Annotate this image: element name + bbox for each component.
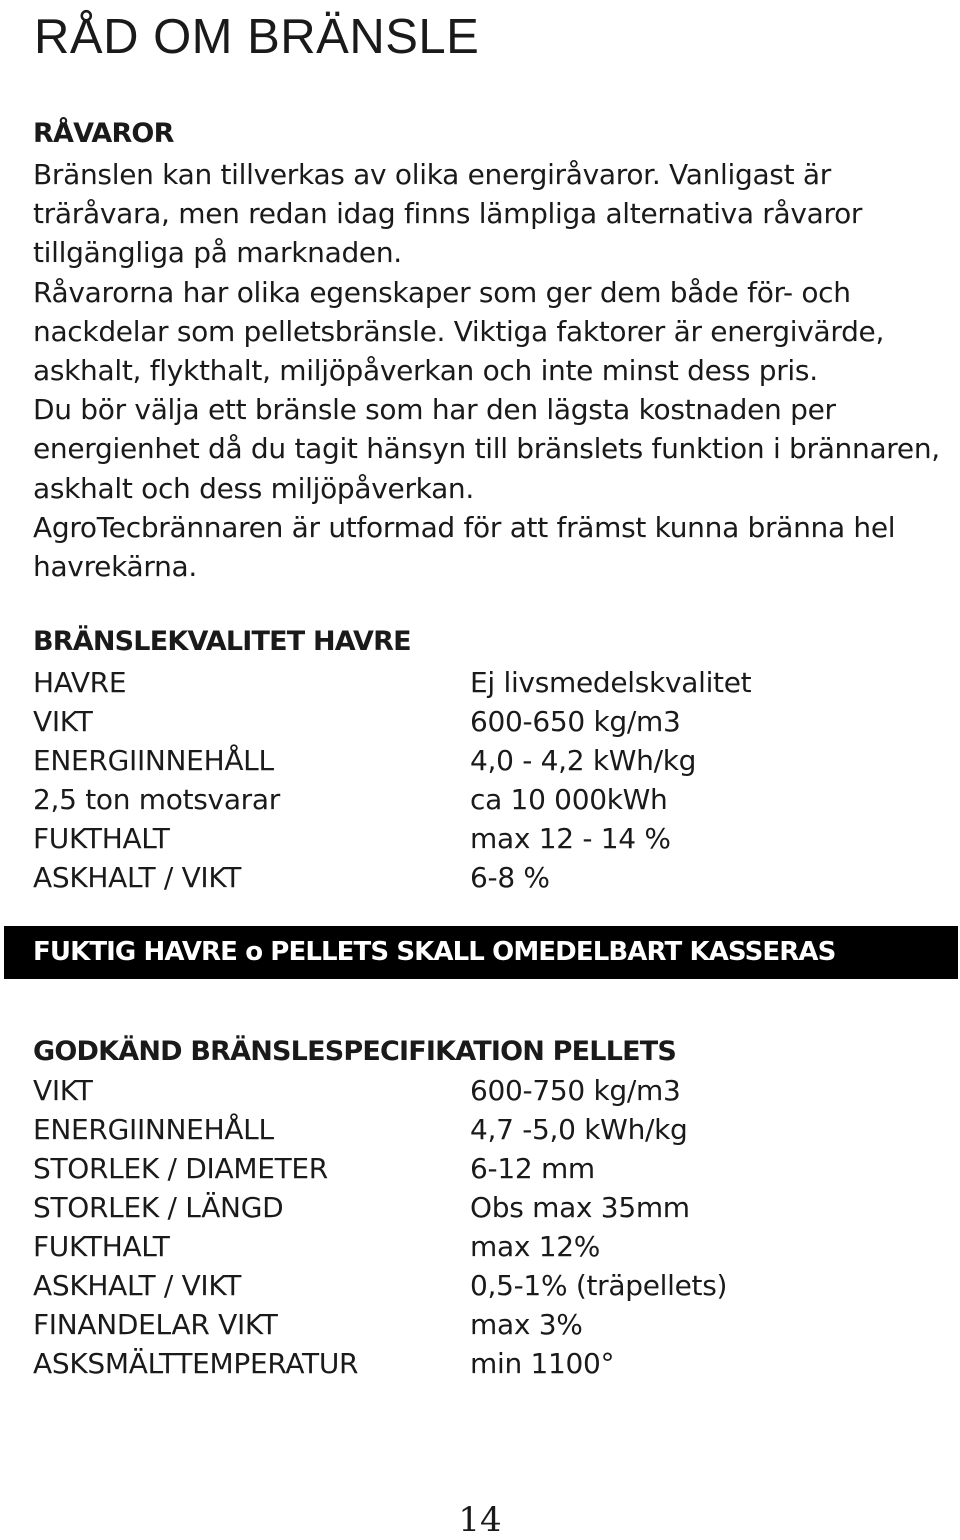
spec-label: 2,5 ton motsvarar	[33, 783, 280, 816]
spec-value: 600-750 kg/m3	[470, 1074, 681, 1107]
paragraph: AgroTecbrännaren är utformad för att främst kunna bränna hel havrekärna.	[33, 510, 896, 584]
spec-value: 600-650 kg/m3	[470, 705, 681, 738]
table-row	[33, 1305, 727, 1344]
spec-value: 0,5-1% (träpellets)	[470, 1269, 728, 1302]
table-row	[33, 1149, 727, 1188]
spec-label: FUKTHALT	[33, 1230, 170, 1263]
oats-quality-heading: BRÄNSLEKVALITET HAVRE	[33, 626, 411, 657]
spec-value: 6-12 mm	[470, 1152, 595, 1185]
raw-materials-text	[33, 155, 948, 586]
page-title: RÅD OM BRÄNSLE	[34, 10, 480, 64]
spec-value: 4,7 -5,0 kWh/kg	[470, 1113, 688, 1146]
table-row	[33, 780, 751, 819]
pellets-spec-heading: GODKÄND BRÄNSLESPECIFIKATION PELLETS	[33, 1036, 677, 1067]
table-row	[33, 663, 751, 702]
paragraph: Råvarorna har olika egenskaper som ger dem både för- och nackdelar som pelletsbränsle. Viktiga faktorer är energivärde, askhalt, flykthalt, miljöpåverkan och inte minst dess pris.	[33, 275, 885, 388]
spec-value: max 3%	[470, 1308, 583, 1341]
spec-label: ASKHALT / VIKT	[33, 1269, 242, 1302]
table-row	[33, 741, 751, 780]
table-row	[33, 1266, 727, 1305]
spec-label: VIKT	[33, 705, 93, 738]
spec-label: ASKHALT / VIKT	[33, 861, 242, 894]
spec-label: STORLEK / LÄNGD	[33, 1191, 284, 1224]
table-row	[33, 1188, 727, 1227]
table-row	[33, 1110, 727, 1149]
spec-label: STORLEK / DIAMETER	[33, 1152, 328, 1185]
spec-value: ca 10 000kWh	[470, 783, 668, 816]
spec-label: ENERGIINNEHÅLL	[33, 1113, 274, 1146]
spec-label: VIKT	[33, 1074, 93, 1107]
raw-materials-heading: RÅVAROR	[33, 118, 174, 149]
warning-banner: FUKTIG HAVRE o PELLETS SKALL OMEDELBART KASSERAS	[4, 926, 958, 979]
paragraph: Bränslen kan tillverkas av olika energiråvaror. Vanligast är träråvara, men redan idag finns lämpliga alternativa råvaror tillgängliga på marknaden.	[33, 158, 863, 270]
table-row	[33, 1071, 727, 1110]
spec-value: min 1100°	[470, 1347, 615, 1380]
spec-value: 6-8 %	[470, 861, 550, 894]
spec-label: FINANDELAR VIKT	[33, 1308, 278, 1341]
table-row	[33, 858, 751, 897]
spec-value: 4,0 - 4,2 kWh/kg	[470, 744, 697, 777]
table-row	[33, 819, 751, 858]
table-row	[33, 1227, 727, 1266]
oats-quality-table	[33, 663, 751, 897]
spec-value: max 12%	[470, 1230, 601, 1263]
pellets-spec-table	[33, 1071, 727, 1383]
spec-value: max 12 - 14 %	[470, 822, 671, 855]
spec-value: Ej livsmedelskvalitet	[470, 666, 752, 699]
spec-label: ASKSMÄLTTEMPERATUR	[33, 1347, 359, 1380]
spec-label: HAVRE	[33, 666, 127, 699]
table-row	[33, 1344, 727, 1383]
page-number: 14	[458, 1500, 502, 1540]
paragraph: Du bör välja ett bränsle som har den lägsta kostnaden per energienhet då du tagit hänsyn till bränslets funktion i brännaren, askhalt och dess miljöpåverkan.	[33, 393, 940, 505]
table-row	[33, 702, 751, 741]
spec-label: ENERGIINNEHÅLL	[33, 744, 274, 777]
spec-label: FUKTHALT	[33, 822, 170, 855]
spec-value: Obs max 35mm	[470, 1191, 690, 1224]
